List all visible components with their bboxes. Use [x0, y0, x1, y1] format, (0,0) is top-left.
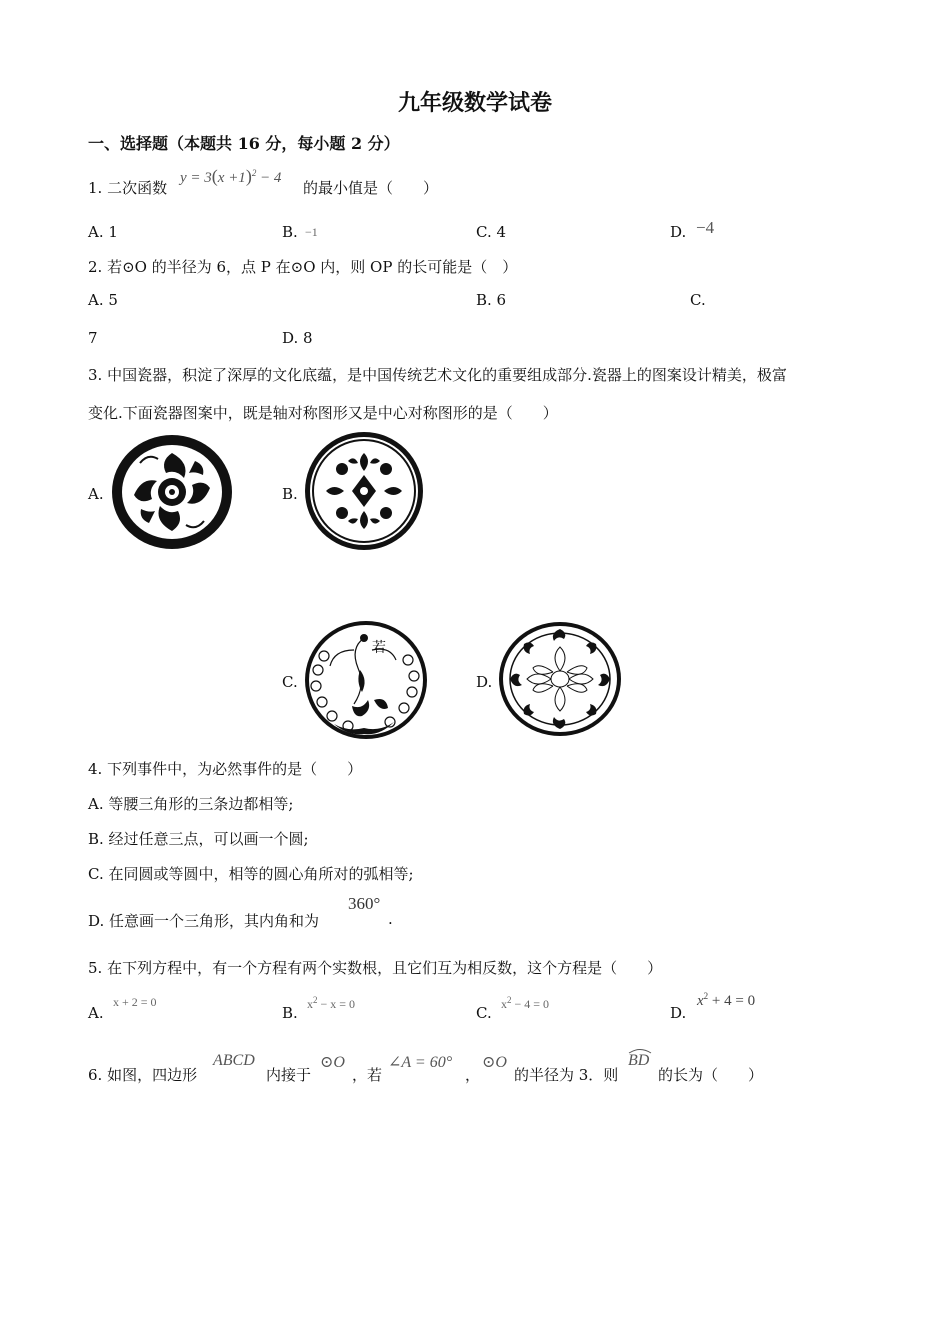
q6-text-6: 的长为（ ）	[658, 1066, 764, 1084]
q5-question: 5. 在下列方程中，有一个方程有两个实数根，且它们互为相反数，这个方程是（ ）	[88, 959, 663, 977]
q2-question: 2. 若⊙O 的半径为 6，点 P 在⊙O 内，则 OP 的长可能是（ ）	[88, 258, 518, 276]
q5-d-sq: 2	[703, 991, 709, 1001]
q1-formula: $y = 3(x +1)^2 - 4$	[180, 166, 282, 186]
q6-angle: ∠A = 60°	[388, 1054, 453, 1071]
q2-option-b: B. 6	[476, 291, 507, 309]
q1-option-d-value: −4	[696, 218, 715, 237]
q6-circle-o-2: ⊙O	[482, 1054, 507, 1071]
q4-option-c: C. 在同圆或等圆中，相等的圆心角所对的弧相等;	[88, 865, 414, 883]
q4-option-b: B. 经过任意三点，可以画一个圆;	[88, 830, 309, 848]
q6-text-1: 6. 如图，四边形	[88, 1066, 198, 1084]
q5-option-b: B.	[282, 1004, 298, 1022]
q4-option-d: D. 任意画一个三角形，其内角和为	[88, 912, 320, 930]
q1-formula-exp: 2	[251, 168, 257, 178]
q1-option-c: C. 4	[476, 223, 507, 241]
q4-option-a: A. 等腰三角形的三条边都相等;	[88, 795, 294, 813]
q6-arc-bd	[628, 1052, 649, 1070]
q5-option-b-eq	[307, 995, 355, 1012]
q3-option-c-phoenix-image	[304, 620, 428, 740]
q3-option-c-label: C.	[282, 673, 298, 691]
q3-option-c-image-text: 若	[372, 640, 386, 656]
q5-d-x: x	[697, 993, 704, 1009]
q4-question: 4. 下列事件中，为必然事件的是（ ）	[88, 760, 363, 778]
q5-b-x: x	[307, 997, 313, 1011]
q3-question-line1: 3. 中国瓷器，积淀了深厚的文化底蕴，是中国传统艺术文化的重要组成部分.瓷器上的图案设计精美，极富	[88, 366, 787, 384]
q5-option-c-eq	[501, 995, 549, 1012]
q3-option-b-pattern-image	[304, 431, 424, 551]
q5-option-a-eq: x + 2 = 0	[113, 995, 157, 1009]
q6-arc-mark-icon	[628, 1048, 652, 1054]
q1-option-a: A. 1	[88, 223, 118, 241]
q6-text-3: ，若	[352, 1066, 383, 1084]
q4-option-d-end: .	[388, 910, 393, 928]
q2-option-c: C.	[690, 291, 706, 309]
q3-question-line2: 变化.下面瓷器图案中，既是轴对称图形又是中心对称图形的是（ ）	[88, 404, 558, 422]
section-heading: 一、选择题（本题共 16 分，每小题 2 分）	[88, 134, 400, 153]
q3-option-a-pattern-image	[110, 433, 234, 551]
q5-option-d: D.	[670, 1004, 687, 1022]
q1-formula-c: − 4	[260, 170, 282, 186]
q3-option-a-label: A.	[88, 485, 104, 503]
q5-c-sq: 2	[507, 995, 512, 1005]
q2-option-c-value: 7	[88, 329, 98, 347]
q1-option-b-value: −1	[305, 225, 318, 239]
q2-option-a: A. 5	[88, 291, 118, 309]
q6-circle-o: ⊙O	[320, 1054, 345, 1071]
q1-option-b: B.	[282, 223, 298, 241]
q1-option-d: D.	[670, 223, 687, 241]
q3-option-d-lotus-image	[498, 620, 622, 738]
q5-b-rest: − x = 0	[317, 997, 356, 1011]
q6-arc-bd-label: BD	[628, 1052, 650, 1069]
q5-option-d-eq	[697, 991, 755, 1010]
q6-abcd: ABCD	[213, 1052, 255, 1069]
q5-c-rest: − 4 = 0	[511, 997, 550, 1011]
q3-option-d-label: D.	[476, 673, 493, 691]
q6-text-5: 的半径为 3．则	[514, 1066, 619, 1084]
q6-text-4: ，	[465, 1066, 481, 1084]
q1-formula-a: y = 3	[180, 170, 212, 186]
q1-prefix: 1. 二次函数	[88, 179, 168, 197]
q3-option-b-label: B.	[282, 485, 298, 503]
q1-formula-b: x +1	[217, 170, 246, 186]
page-title: 九年级数学试卷	[397, 90, 552, 116]
q5-option-a: A.	[88, 1004, 104, 1022]
q2-option-d: D. 8	[282, 329, 313, 347]
q6-text-2: 内接于	[266, 1066, 312, 1084]
q5-c-x: x	[501, 997, 507, 1011]
q5-d-rest: + 4 = 0	[708, 993, 756, 1009]
q4-option-d-value: 360°	[348, 894, 381, 913]
q1-suffix: 的最小值是（ ）	[303, 179, 439, 197]
q5-option-c: C.	[476, 1004, 492, 1022]
q5-b-sq: 2	[313, 995, 318, 1005]
